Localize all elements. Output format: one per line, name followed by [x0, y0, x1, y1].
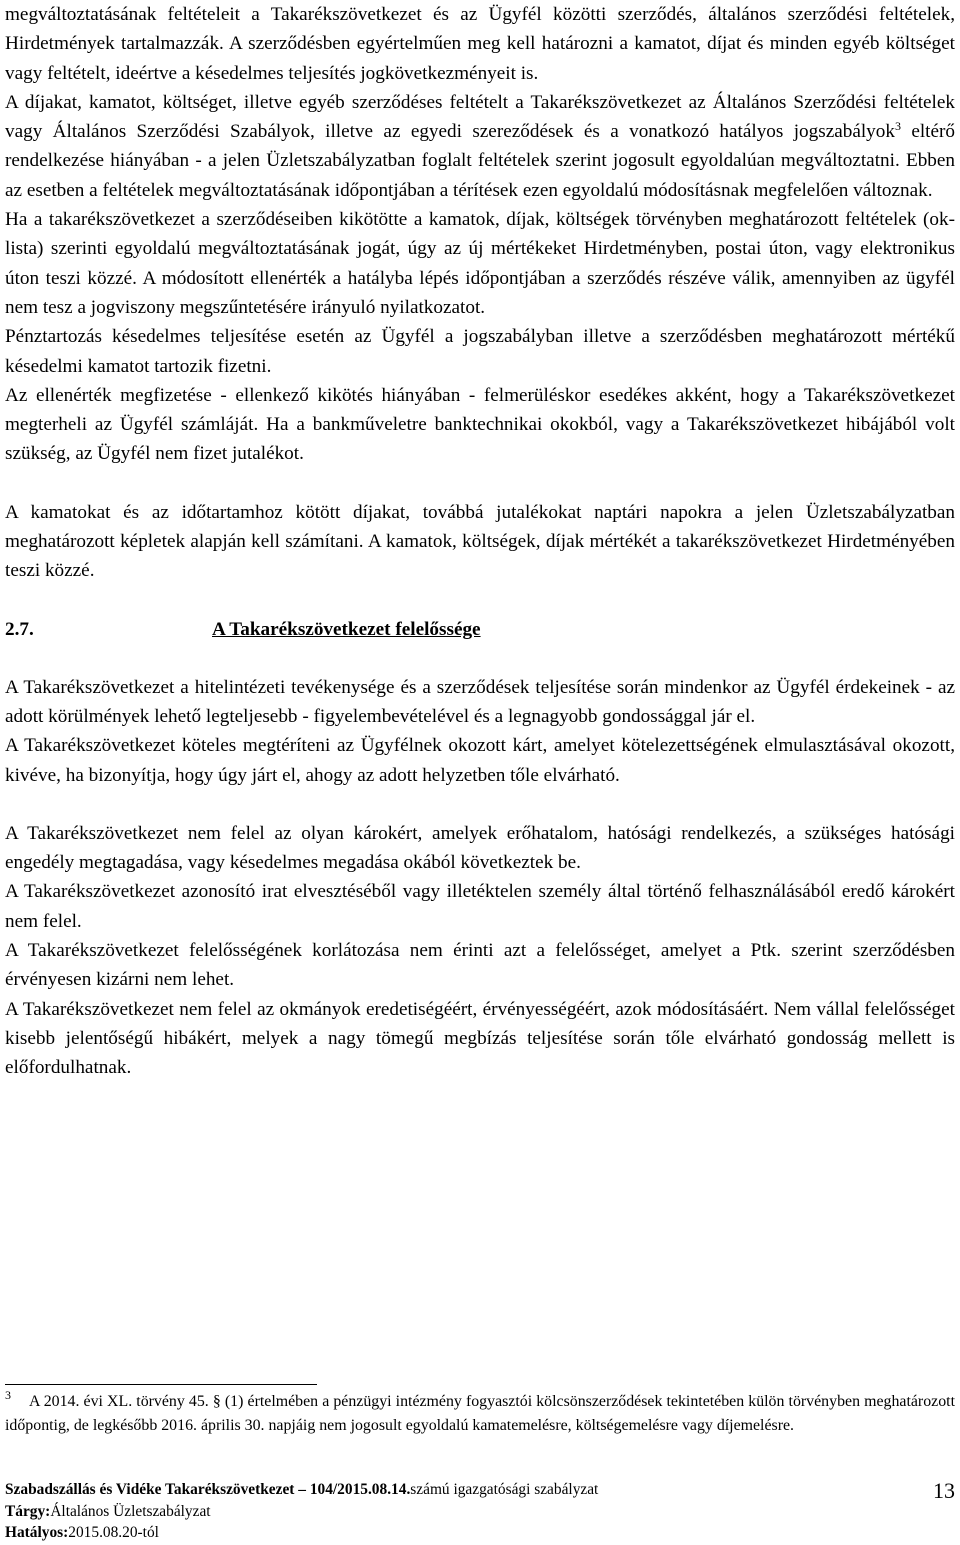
paragraph-responsibility-5: A Takarékszövetkezet felelősségének korlátozása nem érinti azt a felelősséget, amelyet a Ptk. szerint szerződésben érvényesen kizárni nem lehet.: [5, 940, 955, 991]
paragraph-consideration: Az ellenérték megfizetése - ellenkező kikötés hiányában - felmerüléskor esedékes akként, hogy a Takarékszövetkezet megterheli az Ügyfél számláját. Ha a bankműveletre banktechnikai okokból, vagy a Takarékszövetkezet hibájából volt szükség, az Ügyfél nem fizet jutalékot.: [5, 384, 955, 465]
paragraph-fees-text-b: eltérő rendelkezése hiányában - a jelen Üzletszabályzatban foglalt feltételek szerint jogosult egyoldalúan megváltoztatni. Ebben az esetben a feltételek megváltoztatásának időpontjában a térítések ezen egyoldalú módosításnak megfelelően változnak.: [5, 121, 955, 201]
paragraph-responsibility-2: A Takarékszövetkezet köteles megtéríteni az Ügyfélnek okozott kárt, amelyet kötelezettségének elmulasztásával okozott, kivéve, ha bizonyítja, hogy úgy járt el, ahogy az adott helyzetben tőle elvárható.: [5, 735, 955, 786]
footer-regulation: számú igazgatósági szabályzat: [410, 1481, 599, 1498]
footer-effective-label: Hatályos:: [5, 1524, 69, 1541]
paragraph-fees-change: [5, 88, 955, 205]
paragraph-late-payment: Pénztartozás késedelmes teljesítése esetén az Ügyfél a jogszabályban illetve a szerződésben meghatározott mértékű késedelmi kamatot tartozik fizetni.: [5, 326, 955, 377]
footnote-mark: 3: [5, 1388, 11, 1402]
footer-organization: Szabadszállás és Vidéke Takarékszövetkezet – 104/2015.08.14.: [5, 1481, 411, 1498]
section-number: 2.7.: [5, 618, 34, 640]
document-page: [5, 0, 955, 1083]
paragraph-responsibility-4: A Takarékszövetkezet azonosító irat elvesztéséből vagy illetéktelen személy által történő felhasználásából eredő károkért nem felel.: [5, 881, 955, 932]
section-heading: [5, 615, 955, 644]
footer-line-1: [5, 1479, 955, 1501]
page-number: 13: [933, 1478, 955, 1503]
paragraph-intro: megváltoztatásának feltételeit a Takarékszövetkezet és az Ügyfél közötti szerződés, általános szerződési feltételek, Hirdetmények tartalmazzák. A szerződésben egyértelműen meg kell határozni a kamatot, díjat és minden egyéb költséget vagy feltételt, ideértve a késedelmes teljesítés jogkövetkezményeit is.: [5, 4, 955, 84]
footer-line-2: [5, 1501, 955, 1523]
paragraph-responsibility-6: A Takarékszövetkezet nem felel az okmányok eredetiségéért, érvényességéért, azok módosításáért. Nem vállal felelősséget kisebb jelentőségű hibákért, melyek a nagy tömegű megbízás teljesítése során tőle elvárható gondosság mellett is előfordulhatnak.: [5, 998, 955, 1079]
footnote: [5, 1390, 955, 1437]
page-footer: [5, 1479, 955, 1544]
footnote-separator: [5, 1384, 317, 1385]
footnote-text: A 2014. évi XL. törvény 45. § (1) értelmében a pénzügyi intézmény fogyasztói kölcsönszerződések tekintetében külön törvényben meghatározott időpontig, de legkésőbb 2016. április 30. napjáig nem jogosult egyoldalú kamatemelésre, költségemelésre vagy díjemelésre.: [5, 1393, 955, 1434]
paragraph-responsibility-3: A Takarékszövetkezet nem felel az olyan károkért, amelyek erőhatalom, hatósági rendelkezés, a szükséges hatósági engedély megtagadása, vagy késedelmes megadása okából következtek be.: [5, 822, 955, 874]
paragraph-fees-text-a: A díjakat, kamatot, költséget, illetve egyéb szerződéses feltételt a Takarékszövetkezet az Általános Szerződési feltételek vagy Általános Szerződési Szabályok, illetve az egyedi szereződések és a vonatkozó hatályos jogszabályok: [5, 91, 955, 143]
footer-subject-value: Általános Üzletszabályzat: [50, 1502, 211, 1520]
footer-subject-label: Tárgy:: [5, 1502, 51, 1520]
footer-effective-value: 2015.08.20-tól: [68, 1524, 159, 1541]
paragraph-responsibility-1: A Takarékszövetkezet a hitelintézeti tevékenysége és a szerződések teljesítése során mindenkor az Ügyfél érdekeinek - az adott körülmények lehető legteljesebb - figyelembevételével és a legnagyobb gondossággal jár el.: [5, 676, 955, 727]
paragraph-interest-calc: A kamatokat és az időtartamhoz kötött díjakat, továbbá jutalékokat naptári napokra a jelen Üzletszabályzatban meghatározott képletek alapján kell számítani. A kamatok, költségek, díjak mértékét a takarékszövetkezet Hirdetményében teszi közzé.: [5, 501, 955, 582]
section-title: A Takarékszövetkezet felelőssége: [212, 618, 481, 640]
footnote-reference: 3: [894, 119, 901, 134]
paragraph-unilateral-change: Ha a takarékszövetkezet a szerződéseiben kikötötte a kamatok, díjak, költségek törvényben meghatározott feltételek (ok-lista) szerinti egyoldalú megváltoztatásának jogát, úgy az új mértékeket Hirdetményben, postai úton, vagy elektronikus úton teszi közzé. A módosított ellenérték a hatályba lépés időpontjában a szerződés részéve válik, amennyiben az ügyfél nem tesz a jogviszony megszűntetésére irányuló nyilatkozatot.: [5, 209, 955, 318]
footer-line-3: [5, 1522, 955, 1544]
